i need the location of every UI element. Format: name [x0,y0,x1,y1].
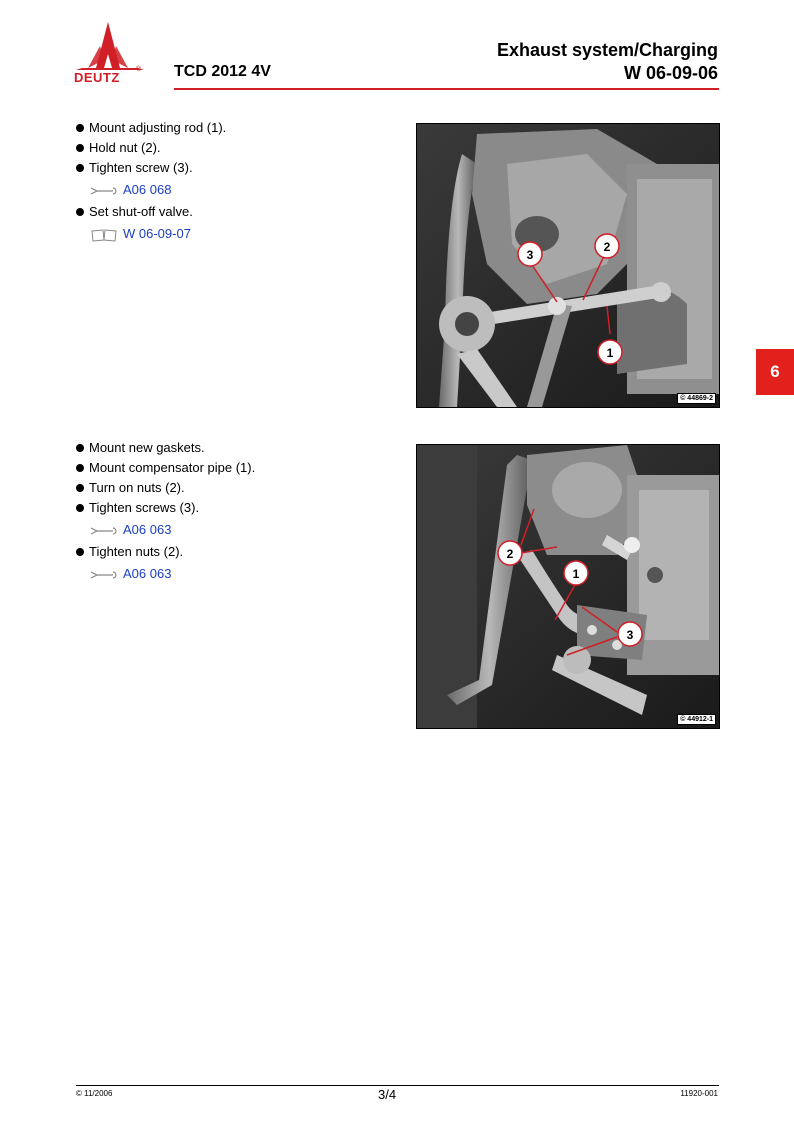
step2-instructions [76,438,396,586]
torque-reference[interactable] [76,178,396,202]
photo-id: © 44912-1 [677,714,716,725]
footer-date: © 11/2006 [76,1089,113,1098]
reference-link[interactable]: A06 063 [123,566,172,581]
bullet-icon [76,208,84,216]
bullet-icon [76,124,84,132]
reference-link[interactable]: W 06-09-07 [123,226,191,241]
footer-divider [76,1085,719,1086]
bullet-icon [76,484,84,492]
bullet-icon [76,144,84,152]
callout-1: 1 [572,567,580,581]
callout-3: 3 [626,628,634,642]
reference-link[interactable]: A06 068 [123,182,172,197]
engine-model: TCD 2012 4V [174,63,271,80]
list-item: Tighten nuts (2). [76,542,396,562]
list-item: Set shut-off valve. [76,202,396,222]
bullet-icon [76,464,84,472]
bullet-icon [76,164,84,172]
callout-1: 1 [606,346,614,360]
reference-link[interactable]: A06 063 [123,522,172,537]
section-title: Exhaust system/Charging [496,40,718,60]
page-number: 3/4 [378,1087,397,1102]
callout-3: 3 [526,248,534,262]
list-item: Mount compensator pipe (1). [76,458,396,478]
section-code: W 06-09-06 [623,63,718,83]
torque-reference[interactable] [76,562,396,586]
brand-name: DEUTZ [74,70,120,85]
list-item: Mount new gaskets. [76,438,396,458]
callout-2: 2 [603,240,611,254]
torque-reference[interactable] [76,518,396,542]
document-number: 11920-001 [680,1089,718,1098]
bullet-icon [76,548,84,556]
bullet-icon [76,444,84,452]
step2-photo [416,444,720,729]
book-icon [89,228,119,242]
bullet-icon [76,504,84,512]
brand-registered-mark: ® [136,66,142,73]
manual-reference[interactable] [76,222,396,246]
step1-photo [416,123,720,408]
wrench-icon [89,525,119,537]
wrench-icon [89,185,119,197]
header-divider [174,88,719,90]
wrench-icon [89,569,119,581]
list-item: Turn on nuts (2). [76,478,396,498]
step1-instructions [76,118,396,246]
callout-2: 2 [506,547,514,561]
chapter-tab: 6 [756,349,794,395]
photo-id: © 44869-2 [677,393,716,404]
list-item: Hold nut (2). [76,138,396,158]
list-item: Mount adjusting rod (1). [76,118,396,138]
list-item: Tighten screws (3). [76,498,396,518]
list-item: Tighten screw (3). [76,158,396,178]
